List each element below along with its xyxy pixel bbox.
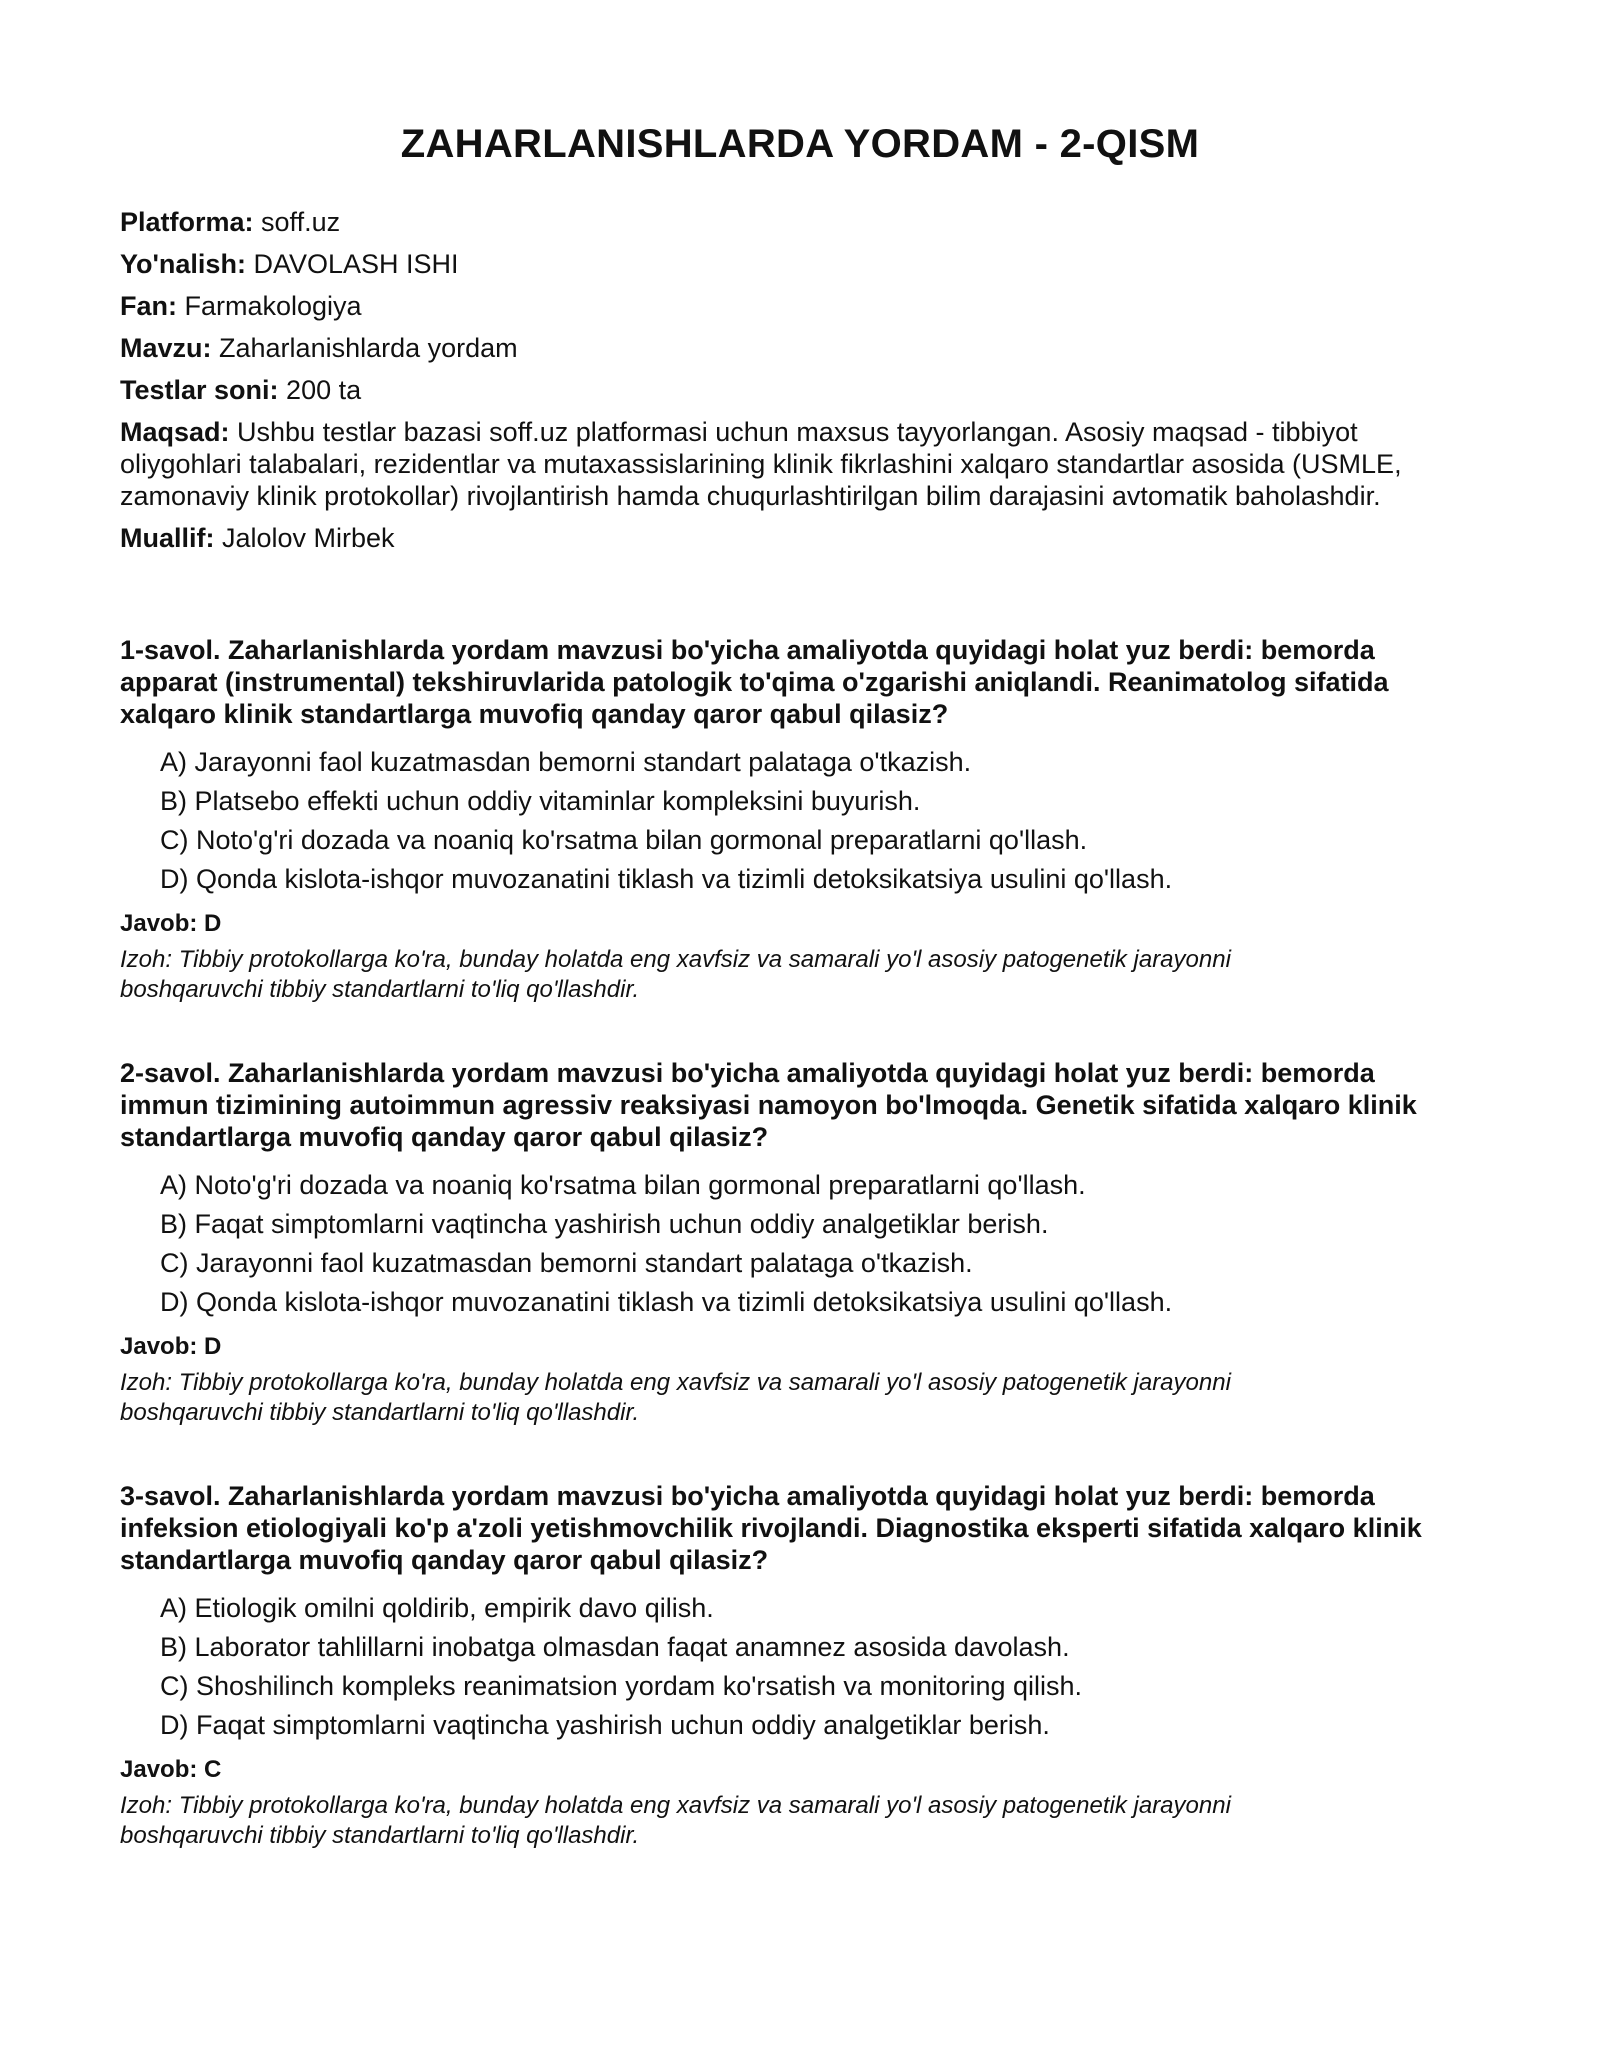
option-c: C) Jarayonni faol kuzatmasdan bemorni standart palataga o'tkazish. <box>160 1248 973 1278</box>
answer-key: Javob: C <box>120 1756 222 1783</box>
question-3 <box>120 1480 1480 1851</box>
metadata-block <box>120 206 1480 554</box>
meta-maqsad <box>120 416 1450 512</box>
meta-value: 200 ta <box>278 375 362 405</box>
option-d: D) Faqat simptomlarni vaqtincha yashirish uchun oddiy analgetiklar berish. <box>160 1710 1050 1740</box>
meta-testlar-soni <box>120 374 1480 406</box>
meta-muallif <box>120 522 1480 554</box>
meta-key: Muallif: <box>120 523 215 553</box>
document-title: ZAHARLANISHLARDA YORDAM - 2-QISM <box>400 122 1200 166</box>
option-c: C) Noto'g'ri dozada va noaniq ko'rsatma bilan gormonal preparatlarni qo'llash. <box>160 825 1088 855</box>
answer-key: Javob: D <box>120 910 222 937</box>
question-2 <box>120 1057 1480 1428</box>
answer-options <box>160 1169 1480 1318</box>
option-a: A) Noto'g'ri dozada va noaniq ko'rsatma bilan gormonal preparatlarni qo'llash. <box>160 1170 1086 1200</box>
meta-key: Yo'nalish: <box>120 249 246 279</box>
question-text: 1-savol. Zaharlanishlarda yordam mavzusi bo'yicha amaliyotda quyidagi holat yuz berdi: bemorda apparat (instrumental) tekshiruvlarida patologik to'qima o'zgarishi aniqlandi. Reanimatolog sifatida xalqaro klinik standartlarga muvofiq qanday qaror qabul qilasiz? <box>120 635 1389 729</box>
option-b: B) Platsebo effekti uchun oddiy vitaminlar kompleksini buyurish. <box>160 786 921 816</box>
meta-value: Farmakologiya <box>177 291 362 321</box>
option-a: A) Jarayonni faol kuzatmasdan bemorni standart palataga o'tkazish. <box>160 747 972 777</box>
meta-fan <box>120 290 1480 322</box>
meta-value: soff.uz <box>253 207 341 237</box>
question-1 <box>120 634 1480 1005</box>
meta-value: Zaharlanishlarda yordam <box>211 333 518 363</box>
option-c: C) Shoshilinch kompleks reanimatsion yordam ko'rsatish va monitoring qilish. <box>160 1671 1083 1701</box>
explanation-note: Izoh: Tibbiy protokollarga ko'ra, bunday holatda eng xavfsiz va samarali yo'l asosiy patogenetik jarayonni boshqaruvchi tibbiy standartlarni to'liq qo'llashdir. <box>120 946 1231 1003</box>
answer-options <box>160 746 1480 895</box>
meta-key: Fan: <box>120 291 177 321</box>
meta-value: DAVOLASH ISHI <box>245 249 459 279</box>
option-b: B) Laborator tahlillarni inobatga olmasdan faqat anamnez asosida davolash. <box>160 1632 1070 1662</box>
document-page <box>120 120 1480 1903</box>
explanation-note: Izoh: Tibbiy protokollarga ko'ra, bunday holatda eng xavfsiz va samarali yo'l asosiy patogenetik jarayonni boshqaruvchi tibbiy standartlarni to'liq qo'llashdir. <box>120 1369 1231 1426</box>
meta-key: Maqsad: <box>120 417 230 447</box>
answer-options <box>160 1592 1480 1741</box>
question-text: 2-savol. Zaharlanishlarda yordam mavzusi bo'yicha amaliyotda quyidagi holat yuz berdi: bemorda immun tizimining autoimmun agressiv reaksiyasi namoyon bo'lmoqda. Genetik sifatida xalqaro klinik standartlarga muvofiq qanday qaror qabul qilasiz? <box>120 1058 1417 1152</box>
explanation-note: Izoh: Tibbiy protokollarga ko'ra, bunday holatda eng xavfsiz va samarali yo'l asosiy patogenetik jarayonni boshqaruvchi tibbiy standartlarni to'liq qo'llashdir. <box>120 1792 1231 1849</box>
meta-key: Testlar soni: <box>120 375 279 405</box>
option-d: D) Qonda kislota-ishqor muvozanatini tiklash va tizimli detoksikatsiya usulini qo'llash. <box>160 864 1173 894</box>
answer-key: Javob: D <box>120 1333 222 1360</box>
meta-mavzu <box>120 332 1480 364</box>
meta-platforma <box>120 206 1480 238</box>
meta-value: Ushbu testlar bazasi soff.uz platformasi uchun maxsus tayyorlangan. Asosiy maqsad - tibbiyot oliygohlari talabalari, rezidentlar va mutaxassislarining klinik fikrlashini xalqaro standartlar asosida (USMLE, zamonaviy klinik protokollar) rivojlantirish hamda chuqurlashtirilgan bilim darajasini avtomatik baholashdir. <box>120 417 1402 511</box>
question-text: 3-savol. Zaharlanishlarda yordam mavzusi bo'yicha amaliyotda quyidagi holat yuz berdi: bemorda infeksion etiologiyali ko'p a'zoli yetishmovchilik rivojlandi. Diagnostika eksperti sifatida xalqaro klinik standartlarga muvofiq qanday qaror qabul qilasiz? <box>120 1481 1422 1575</box>
option-a: A) Etiologik omilni qoldirib, empirik davo qilish. <box>160 1593 714 1623</box>
meta-value: Jalolov Mirbek <box>214 523 395 553</box>
meta-yonalish <box>120 248 1480 280</box>
meta-key: Mavzu: <box>120 333 212 363</box>
question-list <box>120 634 1480 1851</box>
option-b: B) Faqat simptomlarni vaqtincha yashirish uchun oddiy analgetiklar berish. <box>160 1209 1049 1239</box>
meta-key: Platforma: <box>120 207 254 237</box>
option-d: D) Qonda kislota-ishqor muvozanatini tiklash va tizimli detoksikatsiya usulini qo'llash. <box>160 1287 1173 1317</box>
